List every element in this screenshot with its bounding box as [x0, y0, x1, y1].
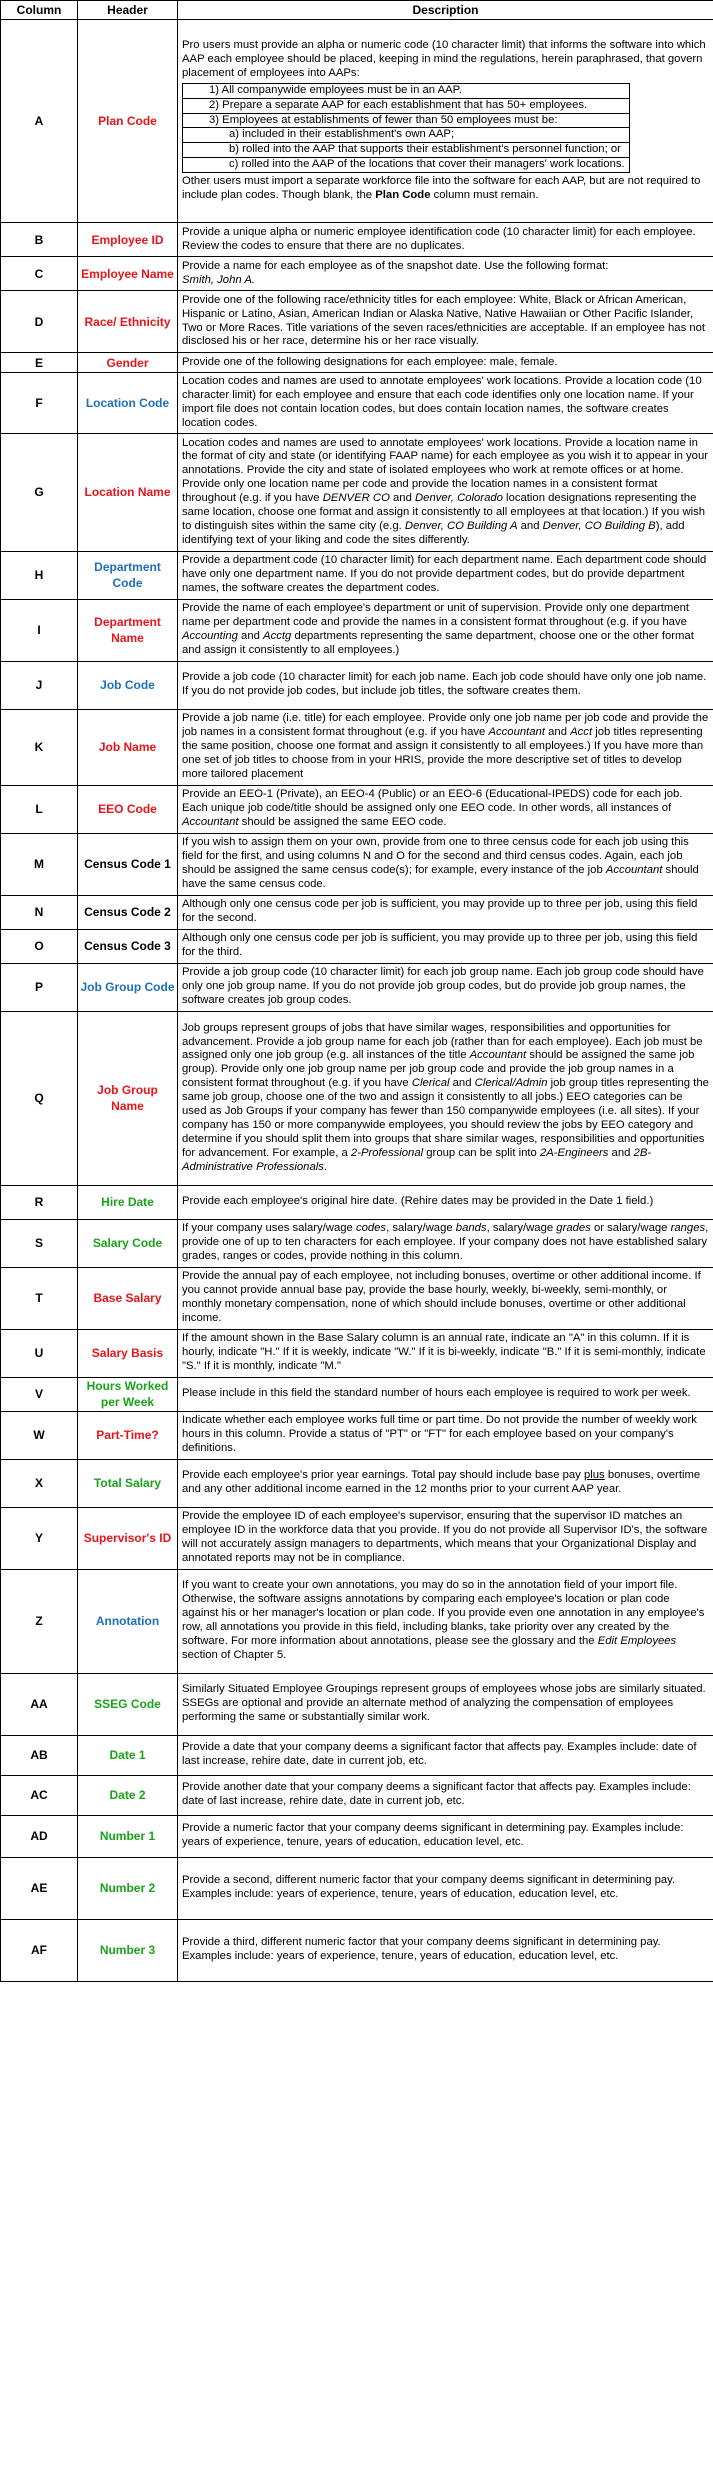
table-row [1, 895, 713, 929]
table-row [1, 1919, 713, 1981]
column-letter: A [1, 20, 78, 223]
field-description: If you want to create your own annotations, you may do so in the annotation field of your import file. Otherwise, the software assigns annotations by comparing each employee's location or plan code against his or her manager's location or plan code. If you provide even one annotation in any employee's row, all annotations you provide in this field, including blanks, take priority over any created by the software. For more information about annotations, please see the glossary and the Edit Employees section of Chapter 5. [178, 1569, 713, 1673]
field-description: Although only one census code per job is sufficient, you may provide up to three per job, using this field for the third. [178, 929, 713, 963]
column-letter: AA [1, 1673, 78, 1735]
field-description: Provide a unique alpha or numeric employee identification code (10 character limit) for each employee. Review the codes to ensure that there are no duplicates. [178, 223, 713, 257]
field-description: Location codes and names are used to annotate employees' work locations. Provide a location code (10 character limit) for each employee and ensure that each code identifies only one location name. If your import file does not contain location codes, but does contain location names, the software creates location codes. [178, 373, 713, 434]
table-row [1, 1735, 713, 1775]
column-letter: S [1, 1219, 78, 1267]
column-letter: B [1, 223, 78, 257]
table-row [1, 291, 713, 353]
column-letter: F [1, 373, 78, 434]
table-row [1, 1569, 713, 1673]
table-row [1, 1219, 713, 1267]
table-row [1, 709, 713, 785]
field-header: Supervisor's ID [78, 1507, 178, 1569]
column-letter: V [1, 1377, 78, 1411]
column-letter: U [1, 1329, 78, 1377]
table-row [1, 373, 713, 434]
field-header: Job Code [78, 661, 178, 709]
table-row [1, 1411, 713, 1459]
table-row [1, 20, 713, 223]
table-row [1, 433, 713, 551]
field-header: Date 2 [78, 1775, 178, 1815]
field-description: Provide a third, different numeric factor that your company deems significant in determining pay. Examples include: years of experience, tenure, years of education, education level, etc. [178, 1919, 713, 1981]
field-header: Employee ID [78, 223, 178, 257]
table-row [1, 833, 713, 895]
field-header: Plan Code [78, 20, 178, 223]
field-description: Provide one of the following designations for each employee: male, female. [178, 353, 713, 373]
table-row [1, 1329, 713, 1377]
table-row [1, 223, 713, 257]
table-row [1, 785, 713, 833]
column-letter: C [1, 257, 78, 291]
field-description: Provide another date that your company deems a significant factor that affects pay. Examples include: date of last increase, rehire date, date in current job, etc. [178, 1775, 713, 1815]
field-header: Department Code [78, 551, 178, 599]
field-description: Provide an EEO-1 (Private), an EEO-4 (Public) or an EEO-6 (Educational-IPEDS) code for each job. Each unique job code/title should be assigned only one EEO code. In other words, all instances of Accountant should be assigned the same EEO code. [178, 785, 713, 833]
column-letter: R [1, 1185, 78, 1219]
column-letter: AB [1, 1735, 78, 1775]
field-description: Provide a numeric factor that your company deems significant in determining pay. Examples include: years of experience, tenure, years of education, education level, etc. [178, 1815, 713, 1857]
column-letter: AD [1, 1815, 78, 1857]
column-letter: Y [1, 1507, 78, 1569]
column-letter: J [1, 661, 78, 709]
field-header: Location Name [78, 433, 178, 551]
field-description: Although only one census code per job is sufficient, you may provide up to three per job, using this field for the second. [178, 895, 713, 929]
field-header: Annotation [78, 1569, 178, 1673]
field-description: Provide each employee's original hire date. (Rehire dates may be provided in the Date 1 field.) [178, 1185, 713, 1219]
field-description: Similarly Situated Employee Groupings represent groups of employees whose jobs are similarly situated. SSEGs are optional and provide an alternate method of analyzing the compensation of employees performing the same or substantially similar work. [178, 1673, 713, 1735]
field-description: If you wish to assign them on your own, provide from one to three census code for each job using this field for the first, and using columns N and O for the second and third census codes. Again, each job should be assigned the same census code(s); for example, every instance of the job Accountant should have the same census code. [178, 833, 713, 895]
field-header: Census Code 2 [78, 895, 178, 929]
field-header: SSEG Code [78, 1673, 178, 1735]
field-description: Provide one of the following race/ethnicity titles for each employee: White, Black or African American, Hispanic or Latino, Asian, American Indian or Alaska Native, Native Hawaiian or Other Pacific Islander, Two or More Races. Title variations of the seven races/ethnicities are acceptable. If an employee has not disclosed his or her race, determine his or her race visually. [178, 291, 713, 353]
field-header: Hours Worked per Week [78, 1377, 178, 1411]
field-header: Census Code 3 [78, 929, 178, 963]
field-description: If the amount shown in the Base Salary column is an annual rate, indicate an "A" in this column. If it is hourly, indicate "H." If it is weekly, indicate "W." If it is bi-weekly, indicate "B." If it is semi-monthly, indicate "S." If it is monthly, indicate "M." [178, 1329, 713, 1377]
column-header: Column [1, 1, 78, 20]
field-header: Base Salary [78, 1267, 178, 1329]
column-letter: X [1, 1459, 78, 1507]
field-header: Total Salary [78, 1459, 178, 1507]
column-letter: O [1, 929, 78, 963]
field-header: Date 1 [78, 1735, 178, 1775]
list-item: 1) All companywide employees must be in an AAP. [209, 83, 462, 96]
field-description: Provide a job code (10 character limit) for each job name. Each job code should have only one job name. If you do not provide job codes, but include job titles, the software creates them. [178, 661, 713, 709]
table-row [1, 1857, 713, 1919]
table-row [1, 551, 713, 599]
field-description: Provide the name of each employee's department or unit of supervision. Provide only one department name per department code and provide the names in a consistent format throughout (e.g. if you have Accounting and Acctg departments representing the same department, choose one or the other format and assign it consistently to all employees.) [178, 599, 713, 661]
field-header: Number 1 [78, 1815, 178, 1857]
field-description: Provide the annual pay of each employee, not including bonuses, overtime or other additional income. If you cannot provide annual base pay, provide the base hourly, weekly, bi-weekly, semi-monthly, or monthly monetary compensation, none of which should include bonuses, overtime or other additional income. [178, 1267, 713, 1329]
table-row [1, 1377, 713, 1411]
column-letter: N [1, 895, 78, 929]
table-row [1, 661, 713, 709]
table-row [1, 929, 713, 963]
placement-rules-list [182, 83, 630, 173]
field-header: Salary Basis [78, 1329, 178, 1377]
field-description: Job groups represent groups of jobs that have similar wages, responsibilities and opportunities for advancement. Provide a job group name for each job (rather than for each employee). Each job must be assigned only one job group (e.g. all instances of the title Accountant should be assigned the same job group). Provide only one job group name per job group code and provide the job group names in a consistent format throughout (e.g. if you have Clerical and Clerical/Admin job group titles representing the same job group, choose one of the two and assign it consistently to all jobs.) EEO categories can be used as Job Groups if your company has fewer than 150 companywide employees (i.e. all sites). If your company has 150 or more companywide employees, you should review the jobs by EEO category and determine if you should split them into groups that share similar wages, responsibilities and opportunities for advancement. For example, a 2-Professional group can be split into 2A-Engineers and 2B-Administrative Professionals. [178, 1011, 713, 1185]
field-description: Provide a job group code (10 character limit) for each job group name. Each job group code should have only one job group name. If you do not provide job group codes, but do provide job group names, the software creates job group codes. [178, 963, 713, 1011]
table-row [1, 1815, 713, 1857]
list-item: a) included in their establishment's own AAP; [229, 128, 455, 141]
field-description: Location codes and names are used to annotate employees' work locations. Provide a location name in the format of city and state (or identifying FAAP name) for each employee as you wish it to appear in your annotations. Provide the city and state of isolated employees who work at remote offices or at home. Provide only one location name per code and provide the location names in a consistent format throughout (e.g. if you have DENVER CO and Denver, Colorado location designations representing the same location, choose one format and assign it consistently to all employees at that location.) If you wish to distinguish sites within the same city (e.g. Denver, CO Building A and Denver, CO Building B), add identifying text of your liking and code the sites differently. [178, 433, 713, 551]
list-item: c) rolled into the AAP of the locations that cover their managers' work locations. [229, 158, 625, 171]
field-description: Provide each employee's prior year earnings. Total pay should include base pay plus bonuses, overtime and any other additional income earned in the 12 months prior to your current AAP year. [178, 1459, 713, 1507]
table-row [1, 1507, 713, 1569]
field-description: Provide the employee ID of each employee's supervisor, ensuring that the supervisor ID matches an employee ID in the workforce data that you provide. If you do not provide all Supervisor ID's, the software will not accurately assign managers to departments, which means that your Organizational Display and annotated reports may not be in compliance. [178, 1507, 713, 1569]
table-row [1, 1011, 713, 1185]
table-row [1, 963, 713, 1011]
column-letter: AC [1, 1775, 78, 1815]
field-description: If your company uses salary/wage codes, salary/wage bands, salary/wage grades or salary/wage ranges, provide one of up to ten characters for each employee. If your company does not have established salary grades, ranges or codes, provide nothing in this column. [178, 1219, 713, 1267]
field-description: Please include in this field the standard number of hours each employee is required to work per week. [178, 1377, 713, 1411]
column-letter: E [1, 353, 78, 373]
column-letter: T [1, 1267, 78, 1329]
table-row [1, 1459, 713, 1507]
column-letter: Q [1, 1011, 78, 1185]
field-header: Hire Date [78, 1185, 178, 1219]
column-letter: L [1, 785, 78, 833]
field-description: Provide a job name (i.e. title) for each employee. Provide only one job name per job code and provide the job names in a consistent format throughout (e.g. if you have Accountant and Acct job titles representing the same position, choose one format and assign it consistently to all employees.) If you have more than one set of job titles to choose from in your HRIS, provide the more descriptive set of titles to develop more tailored placement [178, 709, 713, 785]
table-row [1, 353, 713, 373]
table-row [1, 1267, 713, 1329]
field-header: Number 2 [78, 1857, 178, 1919]
field-description: Pro users must provide an alpha or numeric code (10 character limit) that informs the software into which AAP each employee should be placed, keeping in mind the regulations, herein paraphrased, that govern placement of employees into AAPs: 1) All companywide employees must be in an AAP. 2) Prepare a separate AAP for each establishment that has 50+ employees. 3) Employees at establishments of fewer than 50 employees must be: a) included in their establishment's own AAP; b) rolled into the AAP that supports their establishment's personnel function; or c) rolled into the AAP of the locations that cover their managers' work locations. Other users must import a separate workforce file into the software for each AAP, but are not required to include plan codes. Though blank, the Plan Code column must remain. [178, 20, 713, 223]
column-letter: P [1, 963, 78, 1011]
field-header: Job Group Code [78, 963, 178, 1011]
table-header-row [1, 1, 713, 20]
field-header: Location Code [78, 373, 178, 434]
field-description: Provide a second, different numeric factor that your company deems significant in determining pay. Examples include: years of experience, tenure, years of education, education level, etc. [178, 1857, 713, 1919]
field-header: Race/ Ethnicity [78, 291, 178, 353]
table-row [1, 1185, 713, 1219]
table-row [1, 257, 713, 291]
column-letter: M [1, 833, 78, 895]
list-item: 2) Prepare a separate AAP for each establishment that has 50+ employees. [209, 98, 588, 111]
table-row [1, 1775, 713, 1815]
field-header: Gender [78, 353, 178, 373]
field-description: Provide a date that your company deems a significant factor that affects pay. Examples include: date of last increase, rehire date, date in current job, etc. [178, 1735, 713, 1775]
description-header: Description [178, 1, 713, 20]
header-header: Header [78, 1, 178, 20]
field-header: Job Name [78, 709, 178, 785]
column-letter: G [1, 433, 78, 551]
field-header: Census Code 1 [78, 833, 178, 895]
field-header: EEO Code [78, 785, 178, 833]
column-letter: Z [1, 1569, 78, 1673]
field-header: Part-Time? [78, 1411, 178, 1459]
field-header: Number 3 [78, 1919, 178, 1981]
field-description: Provide a name for each employee as of the snapshot date. Use the following format: Smith, John A. [178, 257, 713, 291]
column-letter: I [1, 599, 78, 661]
column-letter: W [1, 1411, 78, 1459]
column-letter: AF [1, 1919, 78, 1981]
field-header: Job Group Name [78, 1011, 178, 1185]
field-description: Provide a department code (10 character limit) for each department name. Each department code should have only one department name. If you do not provide department codes, but do provide department names, the software creates the department codes. [178, 551, 713, 599]
column-letter: H [1, 551, 78, 599]
field-header: Employee Name [78, 257, 178, 291]
table-row [1, 1673, 713, 1735]
table-row [1, 599, 713, 661]
list-item: b) rolled into the AAP that supports their establishment's personnel function; or [229, 143, 621, 156]
field-header: Department Name [78, 599, 178, 661]
column-letter: AE [1, 1857, 78, 1919]
list-item: 3) Employees at establishments of fewer than 50 employees must be: [209, 113, 558, 126]
column-letter: D [1, 291, 78, 353]
field-header: Salary Code [78, 1219, 178, 1267]
field-description: Indicate whether each employee works full time or part time. Do not provide the number of weekly work hours in this column. Provide a status of "PT" or "FT" for each employee based on your company's definitions. [178, 1411, 713, 1459]
column-letter: K [1, 709, 78, 785]
